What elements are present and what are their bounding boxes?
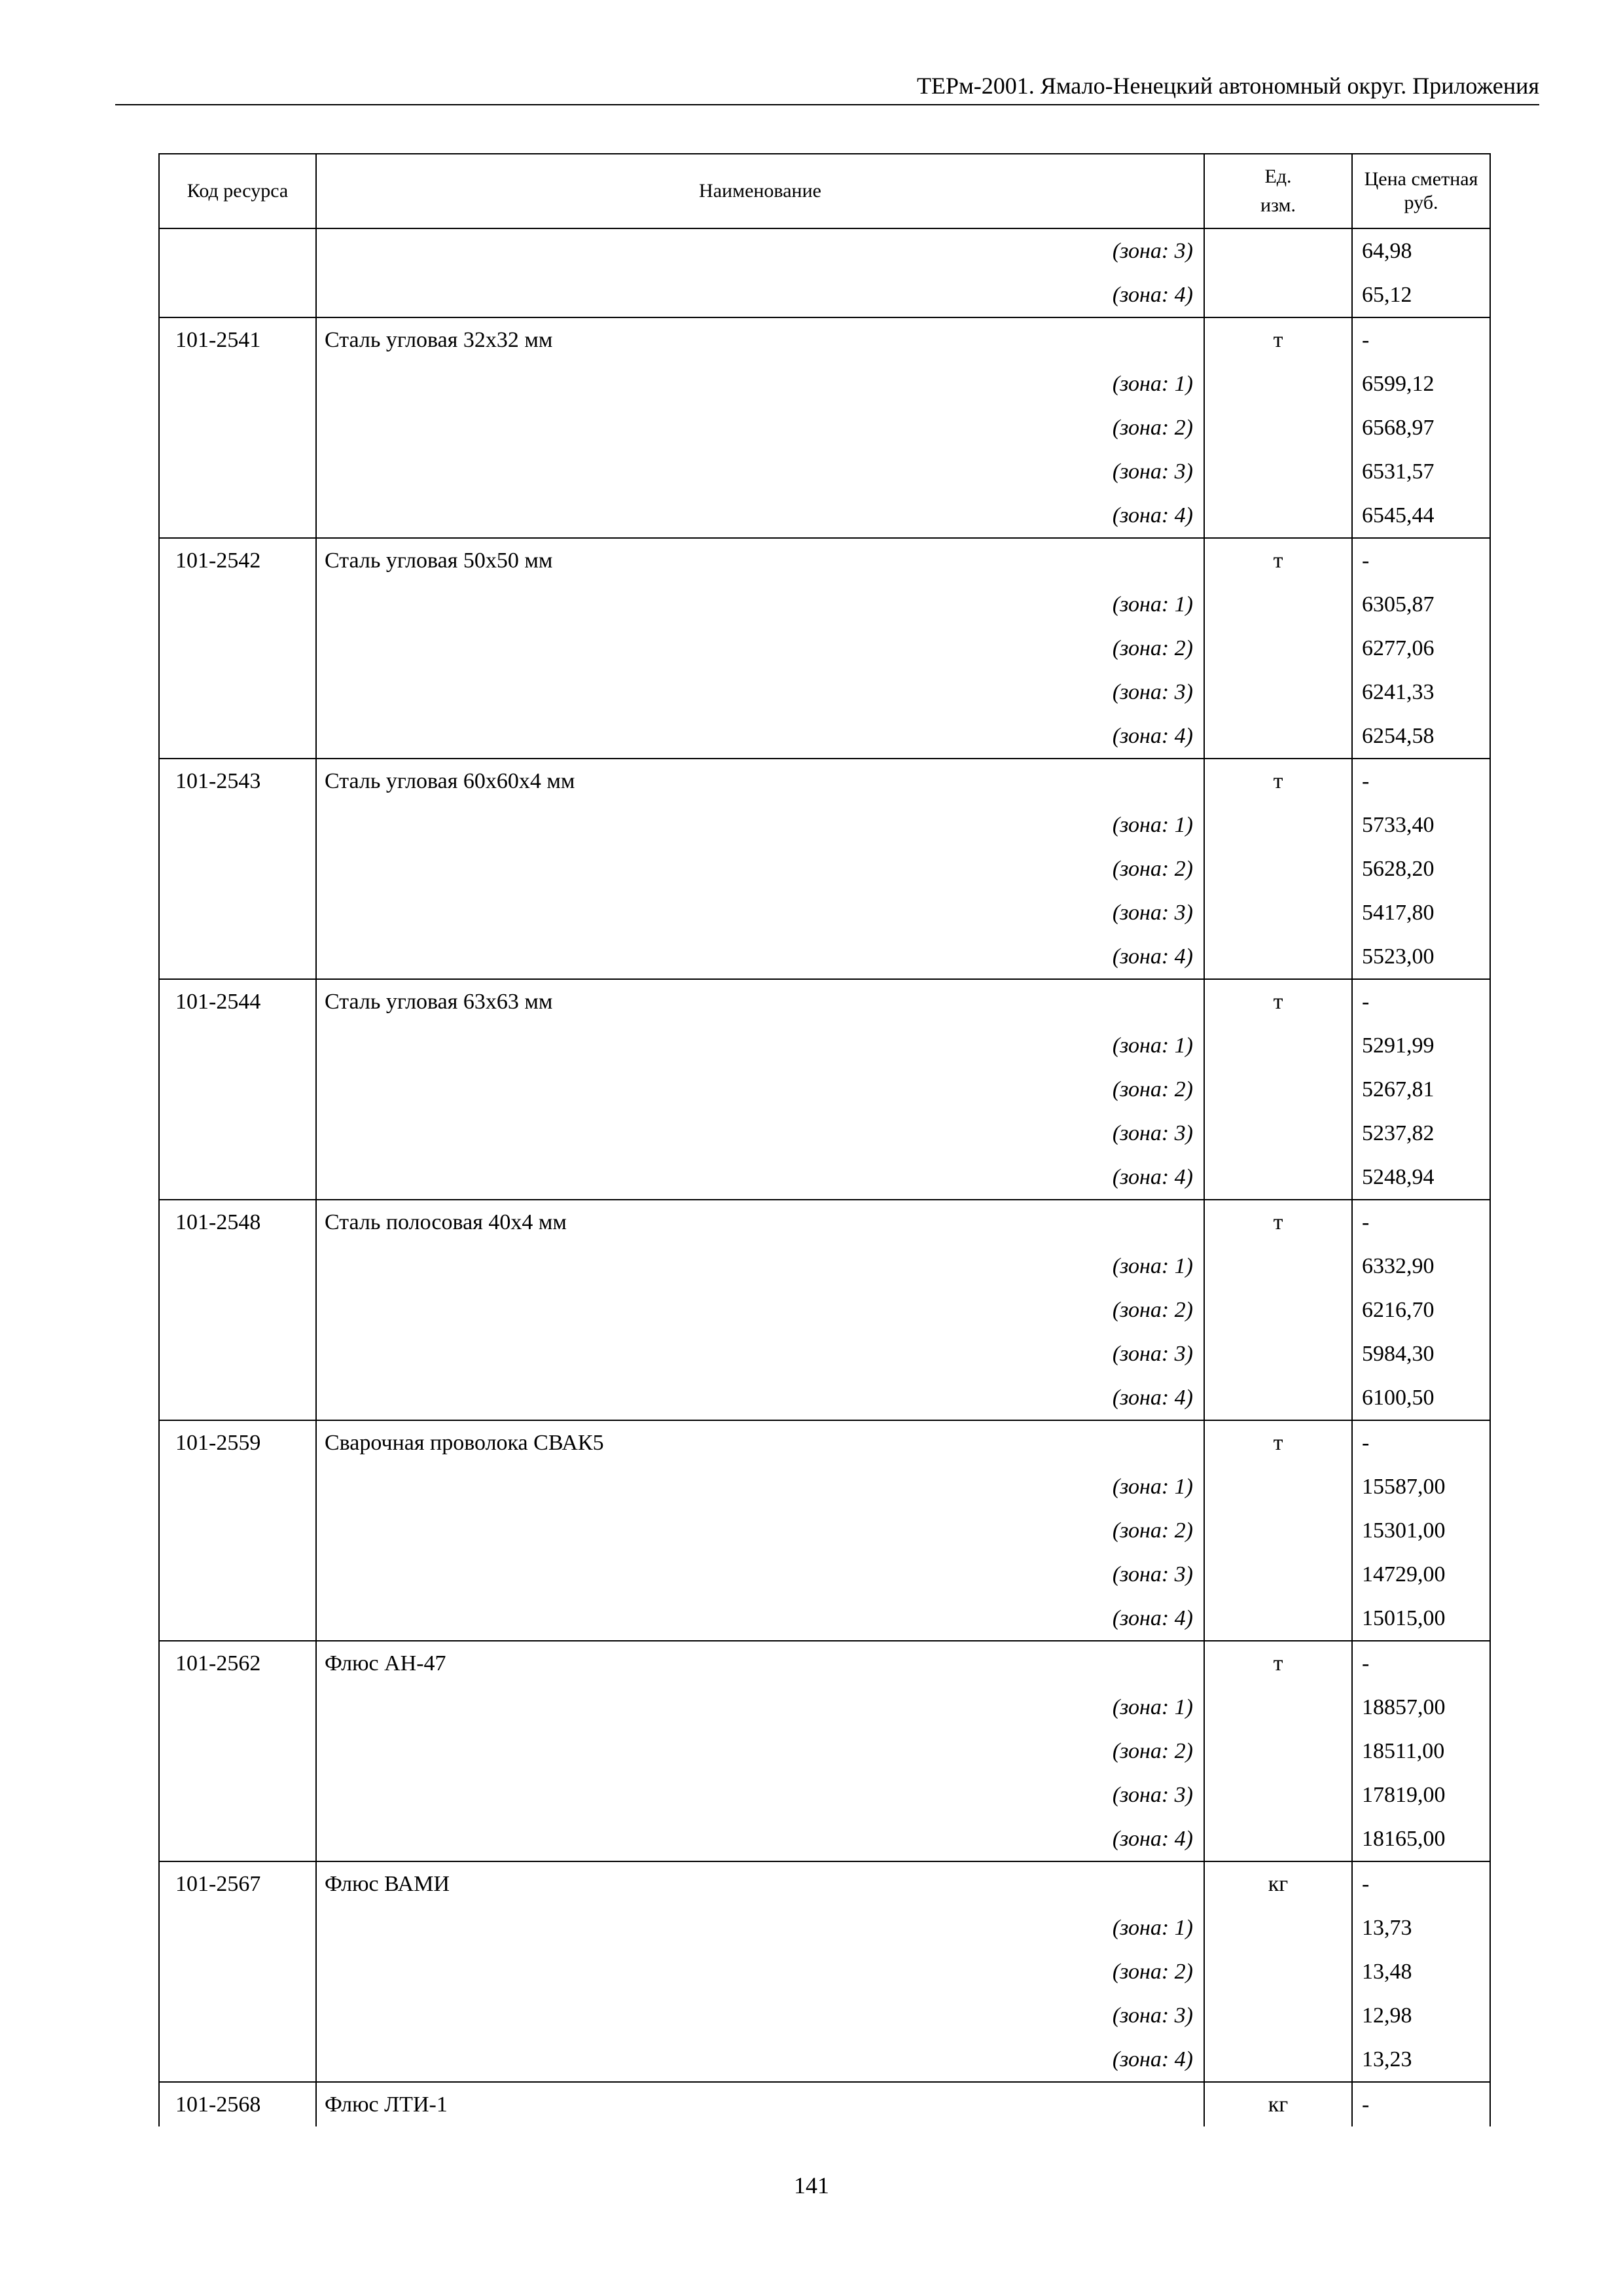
- zone-label: (зона: 2): [316, 1288, 1204, 1332]
- item-row: [159, 979, 1490, 1024]
- empty-unit-cell: [1204, 1288, 1352, 1332]
- empty-unit-cell: [1204, 670, 1352, 714]
- item-row: [159, 2082, 1490, 2126]
- base-price: -: [1352, 2082, 1490, 2126]
- resource-code: 101-2544: [159, 979, 316, 1024]
- empty-code-cell: [159, 493, 316, 538]
- empty-code-cell: [159, 1509, 316, 1552]
- empty-unit-cell: [1204, 1376, 1352, 1420]
- resource-code: 101-2559: [159, 1420, 316, 1465]
- zone-label: (зона: 4): [316, 1596, 1204, 1641]
- zone-label: (зона: 1): [316, 1685, 1204, 1729]
- zone-label: (зона: 2): [316, 406, 1204, 450]
- table-body: [159, 228, 1490, 2126]
- zone-label: (зона: 2): [316, 1950, 1204, 1994]
- base-price: -: [1352, 1200, 1490, 1244]
- zone-price-row: [159, 1552, 1490, 1596]
- empty-unit-cell: [1204, 626, 1352, 670]
- empty-code-cell: [159, 450, 316, 493]
- empty-code-cell: [159, 1773, 316, 1817]
- zone-price-row: [159, 1994, 1490, 2037]
- base-price: -: [1352, 538, 1490, 583]
- zone-label: (зона: 4): [316, 714, 1204, 759]
- resource-name: Флюс ВАМИ: [316, 1861, 1204, 1906]
- zone-price-row: [159, 1465, 1490, 1509]
- zone-label: (зона: 3): [316, 228, 1204, 273]
- empty-code-cell: [159, 273, 316, 317]
- resource-code: 101-2543: [159, 759, 316, 803]
- item-row: [159, 317, 1490, 362]
- zone-price: 6254,58: [1352, 714, 1490, 759]
- unit-of-measure: кг: [1204, 2082, 1352, 2126]
- zone-label: (зона: 3): [316, 891, 1204, 935]
- zone-price-row: [159, 714, 1490, 759]
- empty-code-cell: [159, 1155, 316, 1200]
- empty-code-cell: [159, 1288, 316, 1332]
- zone-price: 18857,00: [1352, 1685, 1490, 1729]
- empty-unit-cell: [1204, 1950, 1352, 1994]
- zone-price: 5628,20: [1352, 847, 1490, 891]
- zone-price-row: [159, 228, 1490, 273]
- unit-of-measure: т: [1204, 1200, 1352, 1244]
- zone-label: (зона: 2): [316, 1729, 1204, 1773]
- empty-code-cell: [159, 2037, 316, 2082]
- empty-code-cell: [159, 714, 316, 759]
- zone-price: 6531,57: [1352, 450, 1490, 493]
- zone-price-row: [159, 1817, 1490, 1861]
- zone-price-row: [159, 406, 1490, 450]
- empty-code-cell: [159, 1596, 316, 1641]
- zone-label: (зона: 3): [316, 450, 1204, 493]
- zone-price: 5291,99: [1352, 1024, 1490, 1067]
- zone-label: (зона: 3): [316, 1773, 1204, 1817]
- zone-price: 18511,00: [1352, 1729, 1490, 1773]
- empty-unit-cell: [1204, 493, 1352, 538]
- header-rule: [115, 104, 1539, 105]
- zone-label: (зона: 1): [316, 362, 1204, 406]
- zone-label: (зона: 2): [316, 1509, 1204, 1552]
- zone-price-row: [159, 583, 1490, 626]
- empty-code-cell: [159, 1685, 316, 1729]
- zone-price-row: [159, 1024, 1490, 1067]
- empty-unit-cell: [1204, 803, 1352, 847]
- zone-price: 6216,70: [1352, 1288, 1490, 1332]
- zone-label: (зона: 2): [316, 626, 1204, 670]
- running-header: ТЕРм-2001. Ямало-Ненецкий автономный округ. Приложения: [916, 73, 1539, 99]
- zone-price: 15587,00: [1352, 1465, 1490, 1509]
- base-price: -: [1352, 1641, 1490, 1685]
- column-header-price-line1: Цена сметная: [1364, 168, 1478, 190]
- resource-code: 101-2548: [159, 1200, 316, 1244]
- base-price: -: [1352, 1420, 1490, 1465]
- empty-unit-cell: [1204, 406, 1352, 450]
- empty-unit-cell: [1204, 1729, 1352, 1773]
- zone-label: (зона: 4): [316, 935, 1204, 979]
- empty-code-cell: [159, 1950, 316, 1994]
- unit-of-measure: т: [1204, 538, 1352, 583]
- zone-price: 13,23: [1352, 2037, 1490, 2082]
- empty-code-cell: [159, 1244, 316, 1288]
- zone-price-row: [159, 847, 1490, 891]
- item-row: [159, 538, 1490, 583]
- zone-price: 12,98: [1352, 1994, 1490, 2037]
- zone-label: (зона: 3): [316, 1994, 1204, 2037]
- empty-unit-cell: [1204, 1332, 1352, 1376]
- empty-unit-cell: [1204, 714, 1352, 759]
- zone-price: 5417,80: [1352, 891, 1490, 935]
- zone-label: (зона: 4): [316, 1376, 1204, 1420]
- resource-name: Сталь угловая 32х32 мм: [316, 317, 1204, 362]
- item-row: [159, 1641, 1490, 1685]
- zone-label: (зона: 4): [316, 1817, 1204, 1861]
- zone-price-row: [159, 1332, 1490, 1376]
- resource-code: 101-2562: [159, 1641, 316, 1685]
- zone-price: 6100,50: [1352, 1376, 1490, 1420]
- resource-name: Сталь угловая 63х63 мм: [316, 979, 1204, 1024]
- zone-label: (зона: 1): [316, 803, 1204, 847]
- empty-code-cell: [159, 803, 316, 847]
- base-price: -: [1352, 1861, 1490, 1906]
- resource-name: Сталь угловая 50х50 мм: [316, 538, 1204, 583]
- empty-unit-cell: [1204, 1552, 1352, 1596]
- zone-label: (зона: 4): [316, 2037, 1204, 2082]
- base-price: -: [1352, 317, 1490, 362]
- table-header-row: [159, 154, 1490, 228]
- empty-code-cell: [159, 1024, 316, 1067]
- empty-unit-cell: [1204, 1024, 1352, 1067]
- empty-unit-cell: [1204, 1509, 1352, 1552]
- resource-name: Сварочная проволока СВАК5: [316, 1420, 1204, 1465]
- zone-price-row: [159, 1244, 1490, 1288]
- resource-price-table: [158, 153, 1491, 2126]
- column-header-price: [1352, 154, 1490, 228]
- empty-unit-cell: [1204, 362, 1352, 406]
- empty-code-cell: [159, 1111, 316, 1155]
- empty-unit-cell: [1204, 1773, 1352, 1817]
- zone-price: 5248,94: [1352, 1155, 1490, 1200]
- item-row: [159, 1200, 1490, 1244]
- empty-unit-cell: [1204, 1906, 1352, 1950]
- zone-price: 15301,00: [1352, 1509, 1490, 1552]
- zone-price-row: [159, 362, 1490, 406]
- zone-label: (зона: 3): [316, 670, 1204, 714]
- zone-price: 18165,00: [1352, 1817, 1490, 1861]
- resource-code: 101-2541: [159, 317, 316, 362]
- base-price: -: [1352, 759, 1490, 803]
- zone-price: 6277,06: [1352, 626, 1490, 670]
- empty-code-cell: [159, 1332, 316, 1376]
- zone-label: (зона: 4): [316, 493, 1204, 538]
- empty-unit-cell: [1204, 1244, 1352, 1288]
- zone-label: (зона: 4): [316, 273, 1204, 317]
- zone-label: (зона: 3): [316, 1552, 1204, 1596]
- empty-code-cell: [159, 1817, 316, 1861]
- empty-unit-cell: [1204, 1817, 1352, 1861]
- zone-price-row: [159, 626, 1490, 670]
- empty-code-cell: [159, 362, 316, 406]
- zone-price: 6305,87: [1352, 583, 1490, 626]
- zone-price: 5733,40: [1352, 803, 1490, 847]
- column-header-unit: [1204, 154, 1352, 228]
- empty-unit-cell: [1204, 1685, 1352, 1729]
- zone-price: 5523,00: [1352, 935, 1490, 979]
- zone-price-row: [159, 803, 1490, 847]
- empty-code-cell: [159, 1067, 316, 1111]
- unit-of-measure: т: [1204, 317, 1352, 362]
- zone-price: 5267,81: [1352, 1067, 1490, 1111]
- zone-price: 5984,30: [1352, 1332, 1490, 1376]
- item-row: [159, 1861, 1490, 1906]
- unit-of-measure: т: [1204, 759, 1352, 803]
- empty-unit-cell: [1204, 1155, 1352, 1200]
- empty-unit-cell: [1204, 228, 1352, 273]
- zone-price-row: [159, 493, 1490, 538]
- zone-label: (зона: 1): [316, 1244, 1204, 1288]
- zone-price-row: [159, 1950, 1490, 1994]
- item-row: [159, 1420, 1490, 1465]
- zone-price: 13,48: [1352, 1950, 1490, 1994]
- zone-label: (зона: 1): [316, 1465, 1204, 1509]
- empty-code-cell: [159, 1376, 316, 1420]
- empty-code-cell: [159, 1552, 316, 1596]
- unit-of-measure: т: [1204, 1641, 1352, 1685]
- zone-price-row: [159, 1509, 1490, 1552]
- empty-code-cell: [159, 670, 316, 714]
- empty-unit-cell: [1204, 273, 1352, 317]
- zone-label: (зона: 2): [316, 847, 1204, 891]
- empty-code-cell: [159, 1729, 316, 1773]
- zone-price-row: [159, 1685, 1490, 1729]
- zone-price-row: [159, 450, 1490, 493]
- empty-unit-cell: [1204, 1994, 1352, 2037]
- zone-price-row: [159, 1376, 1490, 1420]
- resource-code: 101-2567: [159, 1861, 316, 1906]
- resource-name: Сталь полосовая 40х4 мм: [316, 1200, 1204, 1244]
- empty-code-cell: [159, 228, 316, 273]
- empty-code-cell: [159, 935, 316, 979]
- zone-price-row: [159, 1067, 1490, 1111]
- zone-price-row: [159, 1596, 1490, 1641]
- zone-price-row: [159, 1906, 1490, 1950]
- zone-price: 5237,82: [1352, 1111, 1490, 1155]
- column-header-unit-line2: изм.: [1260, 194, 1296, 216]
- zone-label: (зона: 4): [316, 1155, 1204, 1200]
- zone-label: (зона: 3): [316, 1332, 1204, 1376]
- resource-code: 101-2568: [159, 2082, 316, 2126]
- empty-unit-cell: [1204, 847, 1352, 891]
- column-header-unit-line1: Ед.: [1264, 166, 1292, 187]
- column-header-price-line2: руб.: [1404, 192, 1438, 213]
- base-price: -: [1352, 979, 1490, 1024]
- empty-code-cell: [159, 1906, 316, 1950]
- zone-price-row: [159, 1155, 1490, 1200]
- resource-name: Флюс ЛТИ-1: [316, 2082, 1204, 2126]
- zone-price-row: [159, 891, 1490, 935]
- zone-price-row: [159, 1288, 1490, 1332]
- empty-code-cell: [159, 1994, 316, 2037]
- zone-label: (зона: 1): [316, 1024, 1204, 1067]
- resource-name: Флюс АН-47: [316, 1641, 1204, 1685]
- resource-name: Сталь угловая 60х60х4 мм: [316, 759, 1204, 803]
- empty-code-cell: [159, 626, 316, 670]
- empty-code-cell: [159, 406, 316, 450]
- unit-of-measure: т: [1204, 979, 1352, 1024]
- unit-of-measure: т: [1204, 1420, 1352, 1465]
- zone-price: 6599,12: [1352, 362, 1490, 406]
- zone-price-row: [159, 1729, 1490, 1773]
- empty-unit-cell: [1204, 450, 1352, 493]
- empty-unit-cell: [1204, 583, 1352, 626]
- empty-unit-cell: [1204, 1465, 1352, 1509]
- empty-unit-cell: [1204, 1067, 1352, 1111]
- zone-price: 15015,00: [1352, 1596, 1490, 1641]
- empty-unit-cell: [1204, 2037, 1352, 2082]
- zone-price-row: [159, 2037, 1490, 2082]
- zone-price: 64,98: [1352, 228, 1490, 273]
- zone-label: (зона: 1): [316, 1906, 1204, 1950]
- empty-unit-cell: [1204, 935, 1352, 979]
- zone-label: (зона: 1): [316, 583, 1204, 626]
- empty-unit-cell: [1204, 891, 1352, 935]
- zone-price-row: [159, 273, 1490, 317]
- empty-code-cell: [159, 847, 316, 891]
- zone-price-row: [159, 935, 1490, 979]
- column-header-name: Наименование: [316, 154, 1204, 228]
- item-row: [159, 759, 1490, 803]
- zone-label: (зона: 2): [316, 1067, 1204, 1111]
- zone-price: 6545,44: [1352, 493, 1490, 538]
- zone-price-row: [159, 1773, 1490, 1817]
- page-number: 141: [794, 2172, 829, 2198]
- zone-price: 65,12: [1352, 273, 1490, 317]
- empty-unit-cell: [1204, 1111, 1352, 1155]
- zone-label: (зона: 3): [316, 1111, 1204, 1155]
- zone-price: 6568,97: [1352, 406, 1490, 450]
- empty-unit-cell: [1204, 1596, 1352, 1641]
- resource-code: 101-2542: [159, 538, 316, 583]
- empty-code-cell: [159, 891, 316, 935]
- zone-price: 6332,90: [1352, 1244, 1490, 1288]
- zone-price: 6241,33: [1352, 670, 1490, 714]
- column-header-code: Код ресурса: [159, 154, 316, 228]
- zone-price: 17819,00: [1352, 1773, 1490, 1817]
- empty-code-cell: [159, 583, 316, 626]
- zone-price: 14729,00: [1352, 1552, 1490, 1596]
- zone-price-row: [159, 670, 1490, 714]
- zone-price: 13,73: [1352, 1906, 1490, 1950]
- zone-price-row: [159, 1111, 1490, 1155]
- empty-code-cell: [159, 1465, 316, 1509]
- unit-of-measure: кг: [1204, 1861, 1352, 1906]
